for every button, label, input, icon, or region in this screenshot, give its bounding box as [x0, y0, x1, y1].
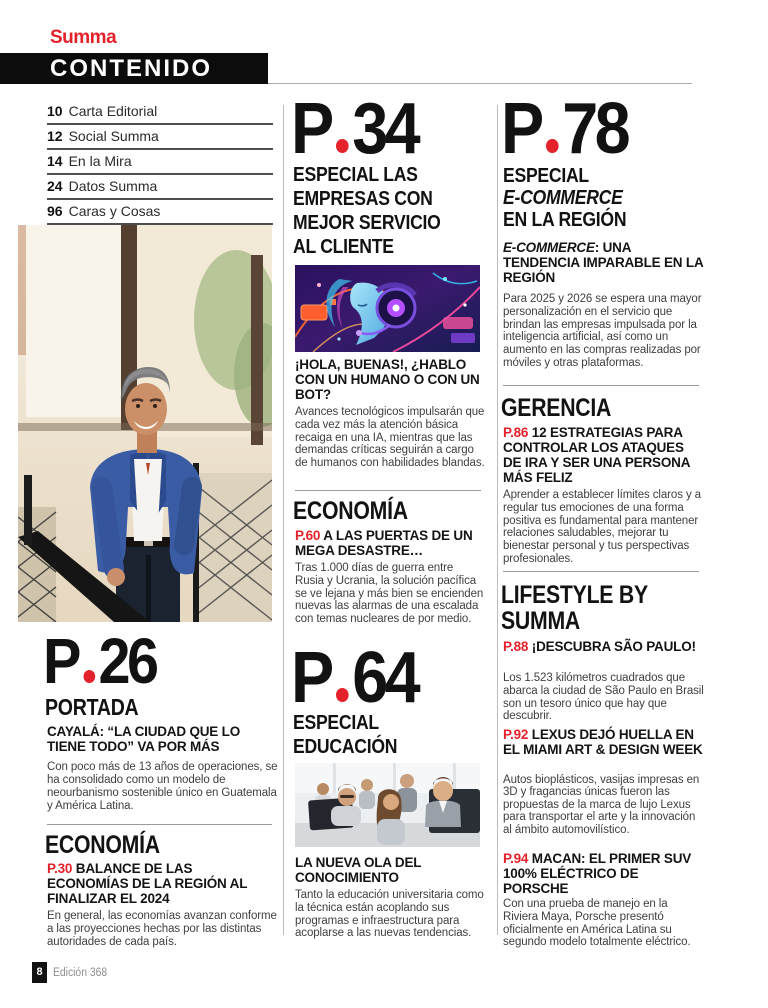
edition-label: Edición 368 [53, 967, 108, 979]
cover-photo-man-blue-blazer [18, 225, 272, 622]
toc-label: Caras y Cosas [68, 203, 161, 219]
toc-row-caras-y-cosas[interactable] [47, 200, 273, 225]
column-divider [283, 105, 284, 935]
entry-page-ref: P.92 [503, 727, 529, 742]
divider [503, 571, 699, 572]
toc-row-datos-summa[interactable] [47, 175, 273, 200]
feature78-title: ESPECIAL E-COMMERCE EN LA REGIÓN [503, 165, 627, 231]
economia-mid-body: Tras 1.000 días de guerra entre Rusia y Ucrania, la solución pacífica se ve lejana y más bien se encienden nuevas las alarmas de una escalada con temas nucleares de por medio. [295, 562, 484, 626]
red-dot [336, 139, 349, 153]
red-dot [83, 670, 95, 683]
toc-page-number: 96 [47, 203, 63, 219]
bot-article-headline: ¡HOLA, BUENAS!, ¿HABLO CON UN HUMANO O CON UN BOT? [295, 357, 480, 402]
lifestyle-lexus-body: Autos bioplásticos, vasijas impresas en 3D y fragancias únicas fueron las propuestas de la marca de lujo Lexus para transportar el arte y la innovación al ámbito automovilístico. [503, 774, 700, 836]
portada-page-number: P 26 [43, 625, 156, 697]
entry-page-ref: P.88 [503, 639, 529, 654]
ecommerce-article-body: Para 2025 y 2026 se espera una mayor personalización en el servicio que brindan las empresas impulsada por la inteligencia artificial, así como un aumento en las compras realizadas por móviles y otras plataformas. [503, 293, 702, 369]
feature34-page-number: P 34 [291, 89, 418, 169]
feature78-page-number: P 78 [501, 89, 628, 169]
lifestyle-lexus-headline: P.92 LEXUS DEJÓ HUELLA EN EL MIAMI ART & DESIGN WEEK [503, 727, 703, 757]
toc-label: Social Summa [68, 128, 159, 144]
section-economia-mid: ECONOMÍA [293, 497, 408, 525]
lifestyle-porsche-headline: P.94 MACAN: EL PRIMER SUV 100% ELÉCTRICO DE PORSCHE [503, 851, 692, 896]
toc-page-number: 14 [47, 153, 63, 169]
education-photo [295, 763, 480, 847]
portada-headline: CAYALÁ: “LA CIUDAD QUE LO TIENE TODO” VA POR MÁS [47, 724, 241, 754]
feature64-page-number: P 64 [291, 638, 418, 718]
section-gerencia: GERENCIA [501, 394, 612, 422]
masthead-hairline [268, 83, 692, 84]
toc-page-number: 12 [47, 128, 63, 144]
portada-body: Con poco más de 13 años de operaciones, se ha consolidado como un modelo de neourbanismo sostenible único en Guatemala y América Latina. [47, 761, 278, 812]
toc-row-en-la-mira[interactable] [47, 150, 273, 175]
divider [47, 824, 272, 825]
economia-mid-headline: P.60 A LAS PUERTAS DE UN MEGA DESASTRE… [295, 528, 473, 558]
folio-page-number: 8 [32, 962, 47, 983]
ecommerce-article-headline: E-COMMERCE: UNA TENDENCIA IMPARABLE EN LA REGIÓN [503, 240, 703, 285]
portada-kicker: PORTADA [45, 694, 139, 720]
toc-row-social-summa[interactable] [47, 125, 273, 150]
gerencia-body: Aprender a establecer límites claros y a regular tus emociones de una forma positiva es fundamental para mantener relaciones saludables, mejorar tu bienestar personal y tus perspectivas profesionales. [503, 489, 701, 565]
section-lifestyle: LIFESTYLE BY SUMMA [501, 581, 648, 635]
lifestyle-sao-paulo-headline: P.88 ¡DESCUBRA SÃO PAULO! [503, 639, 696, 654]
gerencia-headline: P.86 12 ESTRATEGIAS PARA CONTROLAR LOS ATAQUES DE IRA Y SER UNA PERSONA MÁS FELIZ [503, 425, 690, 485]
page-title: CONTENIDO [50, 55, 212, 82]
toc-label: Datos Summa [68, 178, 158, 194]
entry-page-ref: P.94 [503, 851, 529, 866]
contents-title-bar [0, 53, 268, 84]
education-article-headline: LA NUEVA OLA DEL CONOCIMIENTO [295, 855, 422, 885]
summa-logo: Summa [50, 27, 117, 48]
education-article-body: Tanto la educación universitaria como la técnica están acoplando sus programas e infraestructura para acoplarse a las nuevas tendencias. [295, 889, 484, 940]
toc-page-number: 24 [47, 178, 63, 194]
toc-list [47, 100, 273, 225]
ai-bot-photo [295, 265, 480, 352]
red-dot [546, 139, 559, 153]
toc-label: Carta Editorial [68, 103, 158, 119]
lifestyle-sao-paulo-body: Los 1.523 kilómetros cuadrados que abarca la ciudad de São Paulo en Brasil son un tesoro único que hay que descubrir. [503, 672, 704, 723]
lifestyle-porsche-body: Con una prueba de manejo en la Riviera Maya, Porsche presentó oficialmente en América Latina su segundo modelo totalmente eléctrico. [503, 898, 691, 949]
economia-left-headline: P.30 BALANCE DE LAS ECONOMÍAS DE LA REGIÓN AL FINALIZAR EL 2024 [47, 861, 248, 906]
economia-left-body: En general, las economías avanzan conforme a las proyecciones hechas por las distintas autoridades de cada país. [47, 910, 277, 948]
feature34-title: ESPECIAL LAS EMPRESAS CON MEJOR SERVICIO AL CLIENTE [293, 164, 441, 258]
section-economia-left: ECONOMÍA [45, 831, 160, 859]
divider [295, 490, 481, 491]
red-dot [336, 688, 349, 702]
column-divider [497, 105, 498, 935]
feature64-title: ESPECIAL EDUCACIÓN [293, 712, 398, 758]
bot-article-body: Avances tecnológicos impulsarán que cada vez más la atención básica recaiga en una IA, mientras que las demandas críticas seguirán a cargo de humanos con habilidades blandas. [295, 406, 485, 470]
entry-page-ref: P.30 [47, 861, 73, 876]
entry-page-ref: P.60 [295, 528, 321, 543]
toc-row-carta-editorial[interactable] [47, 100, 273, 125]
divider [503, 385, 699, 386]
entry-page-ref: P.86 [503, 425, 529, 440]
toc-page-number: 10 [47, 103, 63, 119]
toc-label: En la Mira [68, 153, 132, 169]
